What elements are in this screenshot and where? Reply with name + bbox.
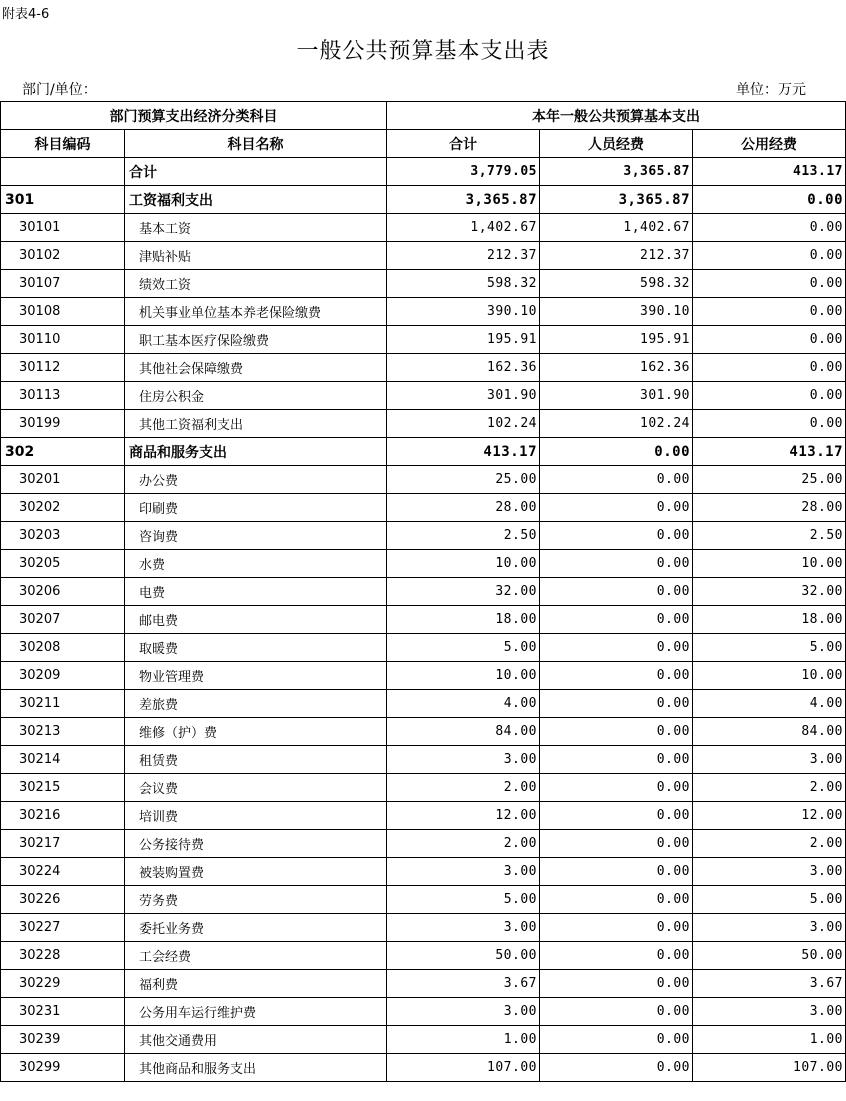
row-total: 25.00 [387, 466, 540, 494]
table-row [1, 326, 846, 354]
row-public: 3.67 [693, 970, 846, 998]
row-code: 30227 [1, 914, 125, 942]
row-public: 2.00 [693, 774, 846, 802]
row-personnel: 195.91 [540, 326, 693, 354]
table-row [1, 410, 846, 438]
row-name: 水费 [125, 550, 387, 578]
row-code: 30299 [1, 1054, 125, 1082]
row-total: 107.00 [387, 1054, 540, 1082]
table-row [1, 606, 846, 634]
table-group-row [1, 438, 846, 466]
row-name: 公务接待费 [125, 830, 387, 858]
table-row [1, 1026, 846, 1054]
row-name: 工资福利支出 [125, 186, 387, 214]
row-personnel: 0.00 [540, 550, 693, 578]
row-name: 绩效工资 [125, 270, 387, 298]
row-code: 30101 [1, 214, 125, 242]
row-personnel: 0.00 [540, 914, 693, 942]
row-personnel: 0.00 [540, 690, 693, 718]
row-name: 物业管理费 [125, 662, 387, 690]
row-total: 12.00 [387, 802, 540, 830]
row-code: 301 [1, 186, 125, 214]
row-public: 3.00 [693, 746, 846, 774]
row-name: 其他工资福利支出 [125, 410, 387, 438]
row-public: 107.00 [693, 1054, 846, 1082]
row-code: 30199 [1, 410, 125, 438]
header-group-row [1, 102, 846, 130]
row-total: 4.00 [387, 690, 540, 718]
row-personnel: 1,402.67 [540, 214, 693, 242]
row-total: 102.24 [387, 410, 540, 438]
row-public: 0.00 [693, 214, 846, 242]
row-public: 0.00 [693, 410, 846, 438]
row-public: 0.00 [693, 186, 846, 214]
row-name: 差旅费 [125, 690, 387, 718]
row-personnel: 0.00 [540, 522, 693, 550]
row-total: 390.10 [387, 298, 540, 326]
row-total: 162.36 [387, 354, 540, 382]
row-total: 10.00 [387, 550, 540, 578]
table-row [1, 886, 846, 914]
budget-table [0, 101, 846, 1082]
table-row [1, 1054, 846, 1082]
row-public: 4.00 [693, 690, 846, 718]
row-total: 2.00 [387, 830, 540, 858]
table-row [1, 466, 846, 494]
row-public: 0.00 [693, 242, 846, 270]
row-public: 84.00 [693, 718, 846, 746]
row-total: 28.00 [387, 494, 540, 522]
row-personnel: 0.00 [540, 438, 693, 466]
table-row [1, 578, 846, 606]
table-row [1, 718, 846, 746]
table-row [1, 522, 846, 550]
row-public: 0.00 [693, 382, 846, 410]
row-total: 3.00 [387, 746, 540, 774]
row-code: 30211 [1, 690, 125, 718]
header-group-left: 部门预算支出经济分类科目 [1, 102, 387, 130]
row-personnel: 0.00 [540, 774, 693, 802]
row-code: 30108 [1, 298, 125, 326]
table-row [1, 354, 846, 382]
header-group-right: 本年一般公共预算基本支出 [387, 102, 846, 130]
row-code: 30201 [1, 466, 125, 494]
row-personnel: 0.00 [540, 998, 693, 1026]
row-total: 413.17 [387, 438, 540, 466]
table-row [1, 774, 846, 802]
row-name: 商品和服务支出 [125, 438, 387, 466]
row-public: 32.00 [693, 578, 846, 606]
row-public: 10.00 [693, 662, 846, 690]
row-code: 30239 [1, 1026, 125, 1054]
row-total: 3.00 [387, 998, 540, 1026]
row-total: 212.37 [387, 242, 540, 270]
row-personnel: 0.00 [540, 830, 693, 858]
row-personnel: 0.00 [540, 578, 693, 606]
row-name: 津贴补贴 [125, 242, 387, 270]
row-public: 0.00 [693, 270, 846, 298]
row-total: 50.00 [387, 942, 540, 970]
row-name: 委托业务费 [125, 914, 387, 942]
row-public: 3.00 [693, 858, 846, 886]
row-personnel: 0.00 [540, 942, 693, 970]
table-row [1, 970, 846, 998]
row-code: 30113 [1, 382, 125, 410]
table-row [1, 942, 846, 970]
row-personnel: 598.32 [540, 270, 693, 298]
table-row [1, 270, 846, 298]
row-public: 12.00 [693, 802, 846, 830]
header-column-row [1, 130, 846, 158]
table-row [1, 298, 846, 326]
table-row [1, 746, 846, 774]
row-code: 30206 [1, 578, 125, 606]
table-row [1, 690, 846, 718]
row-code: 30228 [1, 942, 125, 970]
row-personnel: 0.00 [540, 634, 693, 662]
row-total: 301.90 [387, 382, 540, 410]
row-total: 18.00 [387, 606, 540, 634]
row-personnel: 0.00 [540, 1026, 693, 1054]
row-code: 30215 [1, 774, 125, 802]
table-row [1, 802, 846, 830]
row-code: 30229 [1, 970, 125, 998]
row-personnel: 0.00 [540, 746, 693, 774]
row-code: 302 [1, 438, 125, 466]
row-name: 住房公积金 [125, 382, 387, 410]
table-row [1, 634, 846, 662]
row-name: 维修（护）费 [125, 718, 387, 746]
row-name: 咨询费 [125, 522, 387, 550]
table-caption: 附表4-6 [2, 7, 50, 22]
row-code: 30214 [1, 746, 125, 774]
table-row [1, 550, 846, 578]
table-row [1, 858, 846, 886]
row-name: 印刷费 [125, 494, 387, 522]
row-code: 30217 [1, 830, 125, 858]
row-name: 被装购置费 [125, 858, 387, 886]
department-label: 部门/单位： [22, 82, 97, 98]
table-row [1, 494, 846, 522]
row-name: 福利费 [125, 970, 387, 998]
row-total: 3.00 [387, 858, 540, 886]
row-public: 0.00 [693, 298, 846, 326]
row-total: 5.00 [387, 634, 540, 662]
row-code: 30207 [1, 606, 125, 634]
table-row [1, 214, 846, 242]
row-name: 职工基本医疗保险缴费 [125, 326, 387, 354]
row-code: 30231 [1, 998, 125, 1026]
row-name: 其他交通费用 [125, 1026, 387, 1054]
header-personnel: 人员经费 [540, 130, 693, 158]
row-personnel: 162.36 [540, 354, 693, 382]
row-total: 2.00 [387, 774, 540, 802]
row-total: 32.00 [387, 578, 540, 606]
row-total: 1,402.67 [387, 214, 540, 242]
row-personnel: 0.00 [540, 718, 693, 746]
table-row [1, 914, 846, 942]
row-personnel: 0.00 [540, 1054, 693, 1082]
row-code: 30112 [1, 354, 125, 382]
row-name: 机关事业单位基本养老保险缴费 [125, 298, 387, 326]
row-public: 28.00 [693, 494, 846, 522]
row-code: 30208 [1, 634, 125, 662]
row-public: 2.00 [693, 830, 846, 858]
unit-label: 单位：万元 [736, 82, 806, 98]
row-name: 基本工资 [125, 214, 387, 242]
row-total: 2.50 [387, 522, 540, 550]
row-public: 5.00 [693, 634, 846, 662]
row-name: 公务用车运行维护费 [125, 998, 387, 1026]
row-public: 3.00 [693, 998, 846, 1026]
row-name: 工会经费 [125, 942, 387, 970]
table-row [1, 382, 846, 410]
total-personnel: 3,365.87 [540, 158, 693, 186]
row-name: 劳务费 [125, 886, 387, 914]
header-public: 公用经费 [693, 130, 846, 158]
row-personnel: 0.00 [540, 802, 693, 830]
row-public: 1.00 [693, 1026, 846, 1054]
row-code: 30216 [1, 802, 125, 830]
row-total: 195.91 [387, 326, 540, 354]
header-total: 合计 [387, 130, 540, 158]
row-public: 0.00 [693, 354, 846, 382]
row-name: 取暖费 [125, 634, 387, 662]
table-group-row [1, 186, 846, 214]
table-row [1, 242, 846, 270]
total-public: 413.17 [693, 158, 846, 186]
row-personnel: 390.10 [540, 298, 693, 326]
row-personnel: 3,365.87 [540, 186, 693, 214]
header-code: 科目编码 [1, 130, 125, 158]
row-name: 其他社会保障缴费 [125, 354, 387, 382]
row-personnel: 301.90 [540, 382, 693, 410]
row-total: 3.67 [387, 970, 540, 998]
row-public: 0.00 [693, 326, 846, 354]
row-name: 培训费 [125, 802, 387, 830]
row-personnel: 0.00 [540, 606, 693, 634]
row-code: 30102 [1, 242, 125, 270]
row-personnel: 0.00 [540, 466, 693, 494]
row-total: 3.00 [387, 914, 540, 942]
page-title: 一般公共预算基本支出表 [296, 39, 550, 64]
row-name: 租赁费 [125, 746, 387, 774]
row-name: 其他商品和服务支出 [125, 1054, 387, 1082]
row-name: 办公费 [125, 466, 387, 494]
row-total: 3,365.87 [387, 186, 540, 214]
total-code [1, 158, 125, 186]
row-public: 413.17 [693, 438, 846, 466]
row-personnel: 212.37 [540, 242, 693, 270]
row-code: 30107 [1, 270, 125, 298]
total-total: 3,779.05 [387, 158, 540, 186]
table-row [1, 662, 846, 690]
row-public: 10.00 [693, 550, 846, 578]
row-public: 2.50 [693, 522, 846, 550]
row-total: 10.00 [387, 662, 540, 690]
row-name: 会议费 [125, 774, 387, 802]
row-public: 3.00 [693, 914, 846, 942]
row-public: 5.00 [693, 886, 846, 914]
row-code: 30203 [1, 522, 125, 550]
row-public: 18.00 [693, 606, 846, 634]
row-public: 25.00 [693, 466, 846, 494]
row-name: 电费 [125, 578, 387, 606]
row-personnel: 0.00 [540, 970, 693, 998]
table-row [1, 830, 846, 858]
row-total: 84.00 [387, 718, 540, 746]
row-code: 30226 [1, 886, 125, 914]
row-total: 5.00 [387, 886, 540, 914]
row-personnel: 102.24 [540, 410, 693, 438]
row-personnel: 0.00 [540, 886, 693, 914]
row-code: 30202 [1, 494, 125, 522]
row-code: 30224 [1, 858, 125, 886]
row-name: 邮电费 [125, 606, 387, 634]
total-row [1, 158, 846, 186]
header-name: 科目名称 [125, 130, 387, 158]
row-code: 30205 [1, 550, 125, 578]
row-personnel: 0.00 [540, 662, 693, 690]
row-personnel: 0.00 [540, 494, 693, 522]
row-code: 30213 [1, 718, 125, 746]
total-name: 合计 [125, 158, 387, 186]
row-personnel: 0.00 [540, 858, 693, 886]
row-total: 1.00 [387, 1026, 540, 1054]
row-code: 30209 [1, 662, 125, 690]
row-total: 598.32 [387, 270, 540, 298]
row-code: 30110 [1, 326, 125, 354]
row-public: 50.00 [693, 942, 846, 970]
table-row [1, 998, 846, 1026]
